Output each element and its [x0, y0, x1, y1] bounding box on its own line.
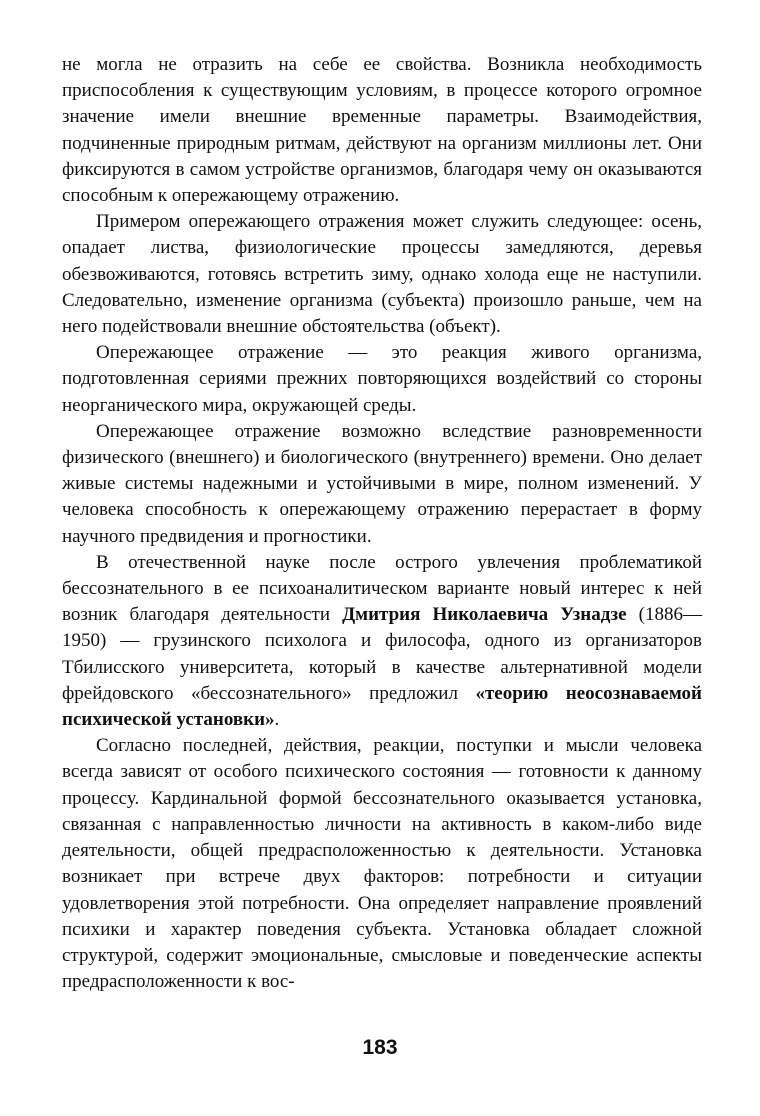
uznadze-theory: «теорию неосознаваемой психической установки» — [62, 682, 703, 731]
uznadze-text-before: В отечественной науке после острого увлечения проблематикой бессознательного в ее психоаналитическом варианте новый интерес к ней возник благодаря деятельности — [62, 551, 702, 626]
page-number: 183 — [362, 1036, 398, 1059]
uznadze-name: Дмитрия Николаевича Узнадзе — [342, 604, 627, 626]
paragraph-definition: Опережающее отражение — это реакция живого организма, подготовленная сериями прежних повторяющихся воздействий со стороны неорганического мира, окружающей среды. — [62, 342, 702, 416]
paragraph-uznadze — [62, 550, 702, 733]
paragraph-time: Опережающее отражение возможно вследствие разновременности физического (внешнего) и биологического (внутреннего) времени. Оно делает живые системы надежными и устойчивыми в мире, полном изменений. У человека способность к опережающему отражению перерастает в форму научного предвидения и прогностики. — [62, 420, 702, 547]
uznadze-text-middle: (1886—1950) — грузинского психолога и философа, одного из организаторов Тбилисского университета, который в качестве альтернативной модели фрейдовского «бессознательного» предложил — [62, 604, 702, 704]
uznadze-text-after: . — [274, 709, 280, 731]
paragraph-установка: Согласно последней, действия, реакции, поступки и мысли человека всегда зависят от особого психического состояния — готовности к данному процессу. Кардинальной формой бессознательного оказывается установка, связанная с направленностью личности на активность в каком-либо виде деятельности, общей предрасположенностью к деятельности. Установка возникает при встрече двух факторов: потребности и ситуации удовлетворения этой потребности. Она определяет направление проявлений психики и характер поведения субъекта. Установка обладает сложной структурой, содержит эмоциональные, смысловые и поведенческие аспекты предрасположенности к вос- — [62, 735, 702, 993]
paragraph-continuation: не могла не отразить на себе ее свойства. Возникла необходимость приспособления к существующим условиям, в процессе которого огромное значение имели внешние временные параметры. Взаимодействия, подчиненные природным ритмам, действуют на организм миллионы лет. Они фиксируются в самом устройстве организмов, благодаря чему он оказываются способным к опережающему отражению. — [62, 54, 702, 207]
paragraph-example: Примером опережающего отражения может служить следующее: осень, опадает листва, физиологические процессы замедляются, деревья обезвоживаются, готовясь встретить зиму, однако холода еще не наступили. Следовательно, изменение организма (субъекта) произошло раньше, чем на него подействовали внешние обстоятельства (объект). — [62, 211, 702, 338]
page-text — [62, 52, 702, 995]
